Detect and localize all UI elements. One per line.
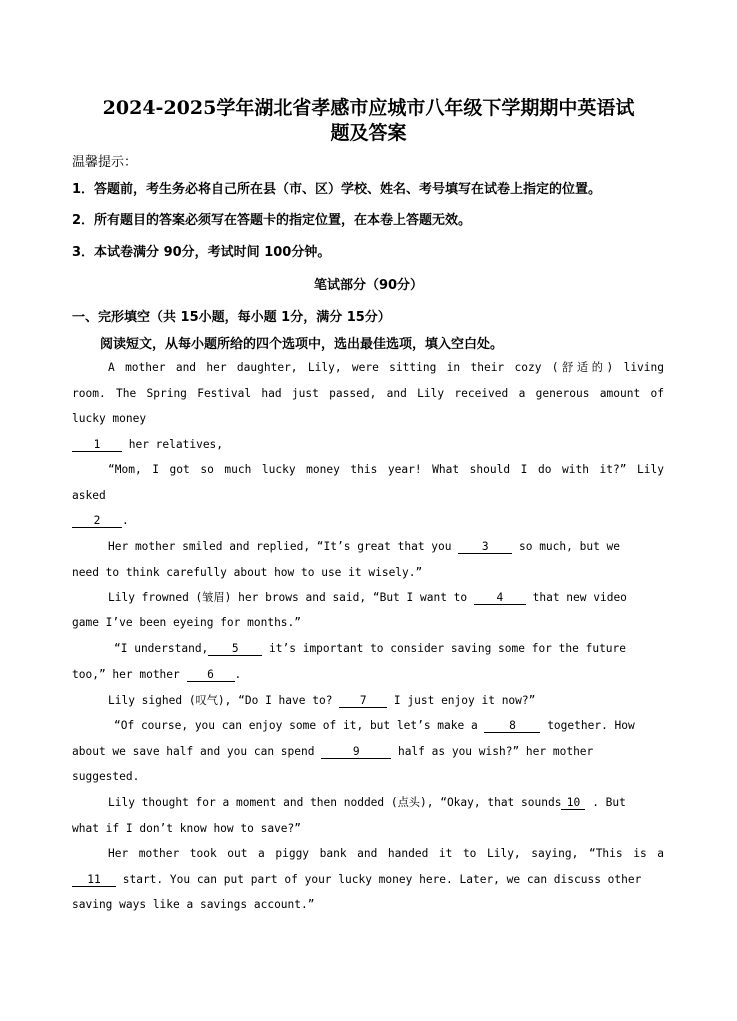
section-heading: 笔试部分（90分） xyxy=(313,278,424,293)
blank-4[interactable]: 4 xyxy=(474,591,526,605)
passage-line: Her mother took out a piggy bank and handed it to Lily, saying, “This is a xyxy=(108,847,664,860)
passage-line: game I’ve been eyeing for months.” xyxy=(72,616,302,629)
passage-text: that new video xyxy=(525,591,627,604)
passage-text: about we save half and you can spend xyxy=(72,745,322,758)
tip-item-2: 2．所有题目的答案必须写在答题卡的指定位置，在本卷上答题无效。 xyxy=(72,213,472,228)
passage-text: “Of course, you can enjoy some of it, but let’s make a xyxy=(114,719,485,732)
passage-line: room. The Spring Festival had just passed, and Lily received a generous amount of xyxy=(72,387,664,400)
passage-text: . But xyxy=(585,796,626,809)
blank-9[interactable]: 9 xyxy=(321,745,391,759)
blank-6[interactable]: 6 xyxy=(187,668,235,682)
passage-line xyxy=(72,668,241,682)
exam-title-line-1: 2024-2025学年湖北省孝感市应城市八年级下学期期中英语试 xyxy=(102,97,635,119)
passage-text: so much, but we xyxy=(512,540,621,553)
passage-line: saving ways like a savings account.” xyxy=(72,898,315,911)
passage-line xyxy=(108,692,535,708)
blank-10[interactable]: 10 xyxy=(561,796,585,810)
passage-text: start. You can put part of your lucky money here. Later, we can discuss other xyxy=(116,873,642,886)
passage-text: Lily sighed (叹气), “Do I have to? xyxy=(108,694,340,707)
passage-text: Lily thought for a moment and then nodded (点头), “Okay, that sounds xyxy=(108,796,562,809)
passage-line: asked xyxy=(72,489,106,502)
passage-line: lucky money xyxy=(72,412,147,425)
part-one-instruction: 阅读短文，从每小题所给的四个选项中，选出最佳选项，填入空白处。 xyxy=(100,337,504,352)
passage-text: . xyxy=(122,514,129,527)
part-one-heading: 一、完形填空（共 15小题，每小题 1分，满分 15分） xyxy=(72,310,391,325)
passage-text: Her mother smiled and replied, “It’s great that you xyxy=(108,540,459,553)
passage-text: it’s important to consider saving some for the future xyxy=(262,642,627,655)
blank-11[interactable]: 11 xyxy=(72,873,116,887)
blank-5[interactable]: 5 xyxy=(208,642,262,656)
blank-3[interactable]: 3 xyxy=(458,540,512,554)
passage-line: A mother and her daughter, Lily, were sitting in their cozy (舒适的) living xyxy=(108,361,664,374)
passage-line xyxy=(72,873,641,887)
passage-line xyxy=(72,514,129,528)
passage-line xyxy=(108,589,627,605)
passage-line xyxy=(72,745,593,759)
passage-text: together. How xyxy=(540,719,635,732)
passage-text: too,” her mother xyxy=(72,668,187,681)
passage-text: half as you wish?” her mother xyxy=(391,745,594,758)
passage-text: her relatives, xyxy=(122,438,224,451)
passage-text: “I understand, xyxy=(114,642,209,655)
tip-item-3: 3．本试卷满分 90分，考试时间 100分钟。 xyxy=(72,245,331,260)
passage-text: I just enjoy it now?” xyxy=(387,694,536,707)
passage-line xyxy=(108,794,626,810)
blank-2[interactable]: 2 xyxy=(72,514,122,528)
exam-title-line-2: 题及答案 xyxy=(330,122,407,144)
passage-text: . xyxy=(234,668,242,681)
tip-item-1: 1．答题前，考生务必将自己所在县（市、区）学校、姓名、考号填写在试卷上指定的位置。 xyxy=(72,182,602,197)
blank-1[interactable]: 1 xyxy=(72,438,122,452)
passage-line: what if I don’t know how to save?” xyxy=(72,822,302,835)
passage-line xyxy=(114,642,626,656)
blank-8[interactable]: 8 xyxy=(484,719,540,733)
passage-line xyxy=(108,540,620,554)
passage-line: suggested. xyxy=(72,770,140,783)
passage-text: Lily frowned (皱眉) her brows and said, “But I want to xyxy=(108,591,474,604)
tips-header: 温馨提示： xyxy=(72,155,138,170)
passage-line xyxy=(72,438,223,452)
passage-line xyxy=(114,719,635,733)
passage-line: “Mom, I got so much lucky money this year! What should I do with it?” Lily xyxy=(108,463,664,476)
blank-7[interactable]: 7 xyxy=(339,694,387,708)
passage-line: need to think carefully about how to use it wisely.” xyxy=(72,566,423,579)
